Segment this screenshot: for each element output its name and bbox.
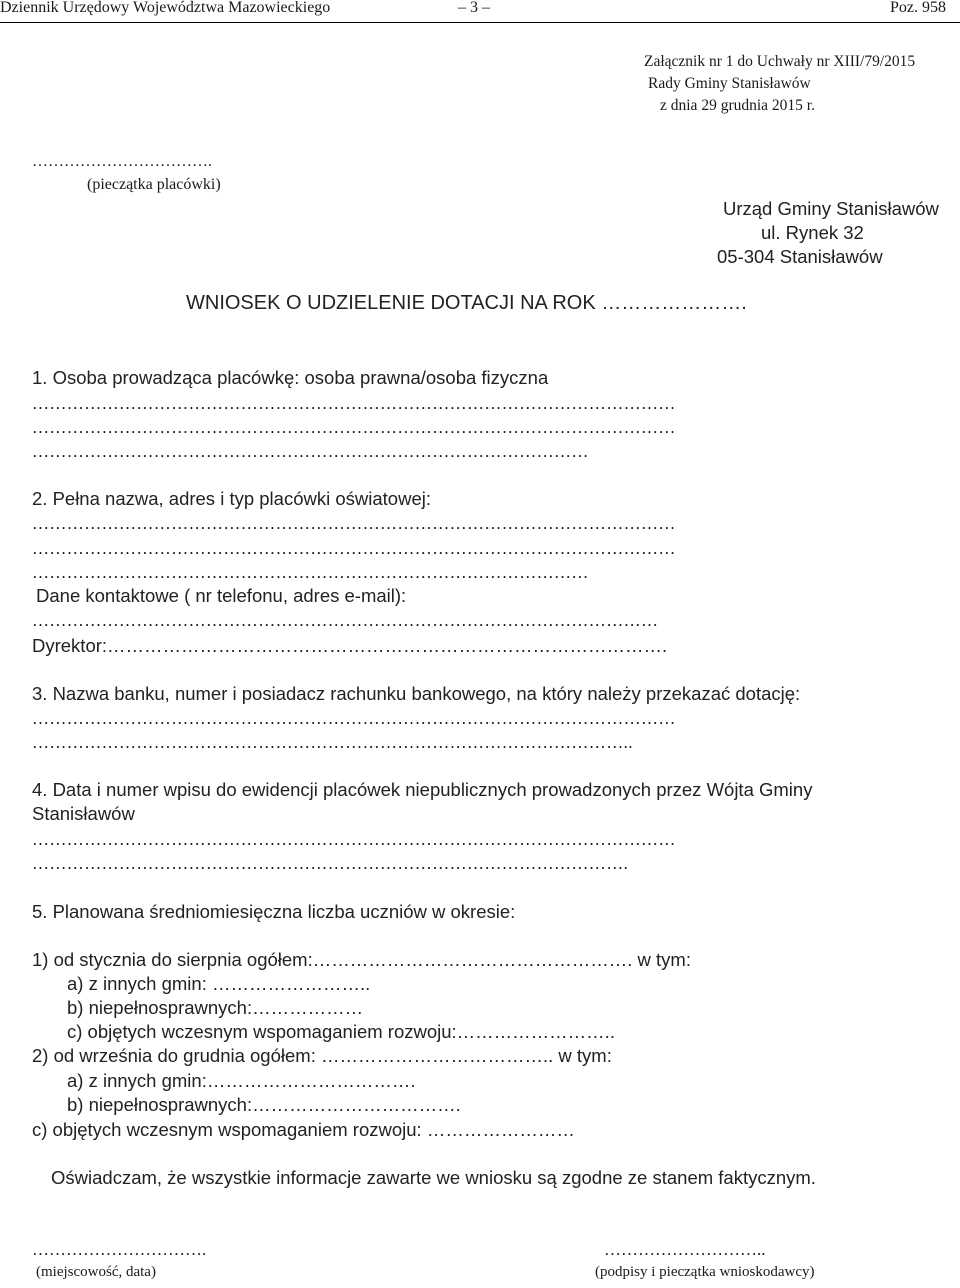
stamp-label: (pieczątka placówki)	[87, 176, 221, 193]
declaration-text: Oświadczam, że wszystkie informacje zawarte we wniosku są zgodne ze stanem faktycznym.	[51, 1167, 816, 1188]
section-2-fill-line[interactable]: ……………………………………………………………………………………	[32, 563, 589, 582]
period-1-total[interactable]: 1) od stycznia do sierpnia ogółem:……………………………………………. w tym:	[32, 949, 691, 970]
attachment-line-2: Rady Gminy Stanisławów	[648, 75, 811, 92]
form-title: WNIOSEK O UDZIELENIE DOTACJI NA ROK ………………….	[186, 292, 747, 314]
place-date-label: (miejscowość, data)	[36, 1264, 156, 1280]
section-1-fill-line[interactable]: …………………………………………………………………………………………………	[32, 418, 676, 437]
period-1-disabled[interactable]: b) niepełnosprawnych:………………	[67, 997, 364, 1018]
signature-label: (podpisy i pieczątka wnioskodawcy)	[595, 1264, 815, 1280]
position-number: Poz. 958	[890, 0, 946, 16]
section-2-fill-line[interactable]: …………………………………………………………………………………………………	[32, 539, 676, 558]
attachment-line-3: z dnia 29 grudnia 2015 r.	[660, 97, 815, 114]
section-4-fill-line[interactable]: ………………………………………………………………………………………….	[32, 854, 629, 873]
director-field[interactable]: Dyrektor:……………………………………………………………………………….	[32, 635, 668, 656]
period-2-disabled[interactable]: b) niepełnosprawnych:…………………………….	[67, 1094, 461, 1115]
section-4-label: 4. Data i numer wpisu do ewidencji placówek niepublicznych prowadzonych przez Wójta Gminy	[32, 779, 813, 800]
period-2-other-gminas[interactable]: a) z innych gmin:…………………………….	[67, 1070, 416, 1091]
contact-fill-line[interactable]: ………………………………………………………………………………………………	[32, 611, 659, 630]
section-2-label: 2. Pełna nazwa, adres i typ placówki oświatowej:	[32, 488, 431, 509]
page-number: – 3 –	[458, 0, 490, 16]
attachment-line-1: Załącznik nr 1 do Uchwały nr XIII/79/2015	[644, 53, 916, 70]
section-3-fill-line[interactable]: …………………………………………………………………………………………………	[32, 709, 676, 728]
contact-label: Dane kontaktowe ( nr telefonu, adres e-mail):	[36, 585, 407, 606]
signature-dots[interactable]: ………………………..	[604, 1240, 766, 1259]
stamp-dots: …………………………….	[32, 153, 212, 170]
recipient-street: ul. Rynek 32	[761, 222, 864, 243]
section-2-fill-line[interactable]: …………………………………………………………………………………………………	[32, 514, 676, 533]
period-2-early-support[interactable]: c) objętych wczesnym wspomaganiem rozwoju: ……………………	[32, 1119, 575, 1140]
header-divider	[0, 22, 960, 23]
recipient-name: Urząd Gminy Stanisławów	[723, 198, 939, 219]
period-1-other-gminas[interactable]: a) z innych gmin: ……………………..	[67, 973, 371, 994]
section-3-fill-line[interactable]: …………………………………………………………………………………………..	[32, 733, 633, 752]
recipient-city: 05-304 Stanisławów	[717, 246, 883, 267]
section-3-label: 3. Nazwa banku, numer i posiadacz rachunku bankowego, na który należy przekazać dotację:	[32, 683, 801, 704]
section-1-fill-line[interactable]: ……………………………………………………………………………………	[32, 442, 589, 461]
section-4-fill-line[interactable]: …………………………………………………………………………………………………	[32, 830, 676, 849]
section-1-fill-line[interactable]: …………………………………………………………………………………………………	[32, 394, 676, 413]
place-date-dots[interactable]: ………………………….	[32, 1240, 207, 1259]
period-1-early-support[interactable]: c) objętych wczesnym wspomaganiem rozwoju:……………………..	[67, 1021, 615, 1042]
section-5-label: 5. Planowana średniomiesięczna liczba uczniów w okresie:	[32, 901, 516, 922]
journal-title: Dziennik Urzędowy Województwa Mazowieckiego	[0, 0, 331, 16]
section-1-label: 1. Osoba prowadząca placówkę: osoba prawna/osoba fizyczna	[32, 367, 549, 388]
period-2-total[interactable]: 2) od września do grudnia ogółem: ……………………………….. w tym:	[32, 1045, 612, 1066]
section-4-label-cont: Stanisławów	[32, 803, 135, 824]
